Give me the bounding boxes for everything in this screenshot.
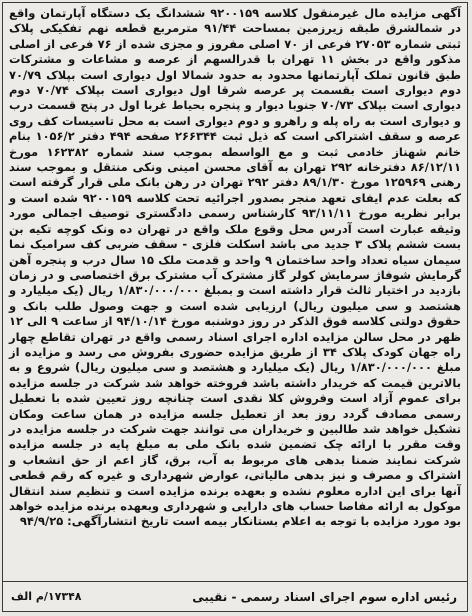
- notice-body: آگهی مزایده مال غیرمنقول کلاسه ۹۲۰۰۱۵۹ ششدانگ یک دستگاه آپارتمان واقع در شمالشرق طبقه زیرزمین بمساحت ۹۱/۴۴ مترمربع قطعه نهم تفکیکی پلاک ثبتی شماره ۲۷۰۵۳ فرعی از ۷۰ اصلی مفروز و مجزی شده از ۷۶ فرعی از اصلی مذکور واقع در بخش ۱۱ تهران با قدرالسهم از عرصه و مشاعات و مشترکات طبق قانون تملک آپارتمانها محدود به حدود شمالا اول دیواری است بپلاک ۷۰/۷۹ دوم دیواری است بقسمت پر عرصه شرقا اول دیواری است بپلاک ۷۰/۷۴ دوم دیواری است بپلاک ۷۰/۷۳ جنوبا دیوار و پنجره بحیاط غربا اول در پنج قسمت درب و دیواری است به راه پله و راهرو و دوم دیواری است به محل تاسیسات کف روی عرصه و سقف اشتراکی است که ذیل ثبت ۲۶۶۳۴۴ صفحه ۴۹۴ دفتر ۱۰۵۶/۲ بنام خانم شهناز خادمی ثبت و مع الواسطه بموجب سند شماره ۱۶۲۳۸۲ مورخ ۸۶/۱۲/۱۱ دفترخانه ۲۹۲ تهران به آقای محسن امینی ونکی منتقل و بموجب سند رهنی ۱۲۵۹۶۹ مورخ ۸۹/۱/۳۰ دفتر ۲۹۲ تهران در رهن بانک ملی قرار گرفته است که بعلت عدم ایفای تعهد منجر بصدور اجرائیه تحت کلاسه ۹۲۰۰۱۵۹ شده است و برابر نظریه مورخ ۹۳/۱۱/۱۱ کارشناس رسمی دادگستری توصیف اجمالی مورد وثیقه عبارت است آدرس محل وقوع ملک واقع در تهران ده ونک کوچه تکیه بن بست ششم پلاک ۳ جدید می باشد اسکلت فلزی - سقف ضربی کف سرامیک نما سیمان سیاه تعداد واحد ساختمان ۹ واحد و قدمت ملک ۱۵ سال درب و پنجره آهن گرمایش شوفاژ سرمایش کولر گاز مشترک آب مشترک برق اختصاصی و در زمان بازدید در اختیار ثالث قرار داشته است و بمبلغ ۱/۸۳۰/۰۰۰/۰۰۰ ریال (یک میلیارد و هشتصد و سی میلیون ریال) ارزیابی شده است و جهت وصول طلب بانک و حقوق دولتی کلاسه فوق الذکر در روز دوشنبه مورخ ۹۴/۱۰/۱۴ از ساعت ۹ الی ۱۲ ظهر در محل سالن مزایده اداره اجرای اسناد رسمی واقع در تهران تقاطع چهار راه جهان کودک پلاک ۳۴ از طریق مزایده حضوری بفروش می رسد و مزایده از مبلغ ۱/۸۳۰/۰۰۰/۰۰۰ ریال (یک میلیارد و هشتصد و سی میلیون ریال) شروع و به بالاترین قیمت که خریدار داشته باشد فروخته خواهد شد شرکت در جلسه مزایده برای عموم آزاد است وفروش کلا نقدی است چنانچه روز تعیین شده با تعطیل رسمی مصادف گردد روز بعد از تعطیل جلسه مزایده در همان ساعت ومکان تشکیل خواهد شد طالبین و خریداران می توانند جهت شرکت در جلسه مزایده در وقت مقرر با ارائه چک تضمین شده بانک ملی به مبلغ پایه در جلسه مزایده شرکت نمایند ضمنا بدهی های مربوط به آب، برق، گاز اعم از حق انشعاب و اشتراک و مصرف و نیز بدهی مالیاتی، عوارض شهرداری و غیره که رقم قطعی آنها برای این اداره معلوم نشده و بعهده برنده مزایده است و تنظیم سند انتقال موکول به ارائه مفاصا حساب های دارایی و شهرداری وبعهده برنده مزایده خواهد بود مورد مزایده با توجه به اعلام بستانکار بیمه است تاریخ انتشارآگهی: ۹۴/۹/۲۵: [9, 6, 462, 529]
- reference-number: ۱۷۳۴۸/م الف: [11, 590, 82, 603]
- notice-footer: [3, 581, 467, 611]
- notice-clipping: [2, 2, 468, 612]
- signer-line: رئیس اداره سوم اجرای اسناد رسمی - نقیبی: [192, 589, 457, 604]
